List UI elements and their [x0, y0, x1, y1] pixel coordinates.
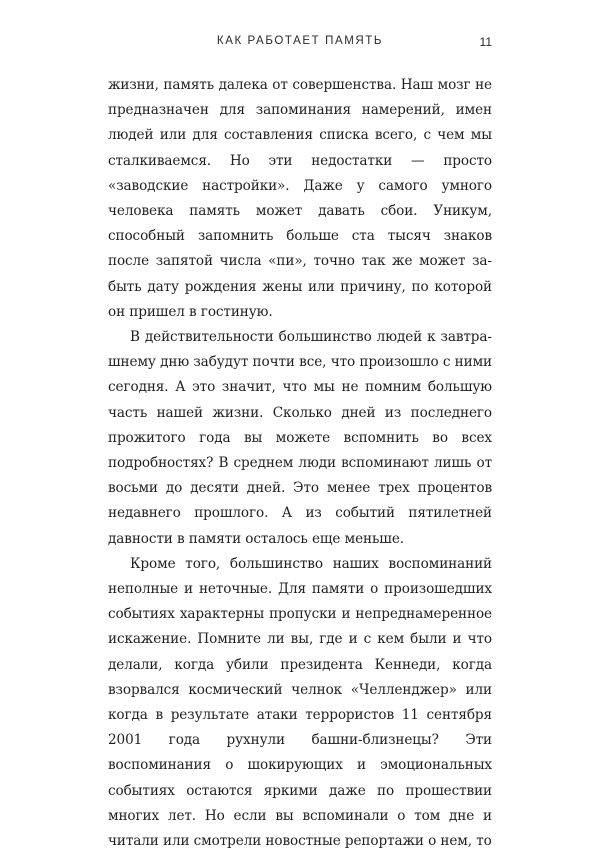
paragraph-1: жизни, память далека от совершенства. Наш мозг не предназначен для запоминания намерений, имен людей или для составления списка всего, с чем мы сталкиваемся. Но эти недостатки — просто «заводские настройки». Даже у самого умного человека память может давать сбои. Уникум, способный запомнить больше ста тысяч знаков после запятой числа «пи», точно так же может забыть дату рождения жены или причину, по которой он пришел в гостиную.: [108, 77, 492, 320]
running-title: КАК РАБОТАЕТ ПАМЯТЬ: [216, 35, 384, 47]
body-text: [108, 73, 492, 854]
page-number: 11: [479, 35, 492, 49]
paragraph-2: В действительности большинство людей к завтрашнему дню забудут почти все, что произошло с ними сегодня. А это значит, что мы не помним большую часть нашей жизни. Сколько дней из последнего прожитого года вы можете вспомнить во всех подробностях? В среднем люди вспоминают лишь от восьми до десяти дней. Это менее трех процентов недавнего прошлого. А из событий пятилетней давности в памяти осталось еще меньше.: [108, 329, 492, 547]
running-head: [108, 35, 492, 55]
paragraph-3: Кроме того, большинство наших воспоминаний неполные и неточные. Для памяти о произошедших событиях характерны пропуски и непреднамеренное искажение. Помните ли вы, где и с кем были и что делали, когда убили президента Кеннеди, когда взорвался космический челнок «Челленджер» или когда в результате атаки террористов 11 сентября 2001 года рухнули башни-близнецы? Эти воспоминания о шокирующих и эмоциональных событиях остаются яркими даже по прошествии многих лет. Но если вы вспоминали о том дне и читали или смотрели новостные репортажи о нем, то: [108, 555, 492, 850]
